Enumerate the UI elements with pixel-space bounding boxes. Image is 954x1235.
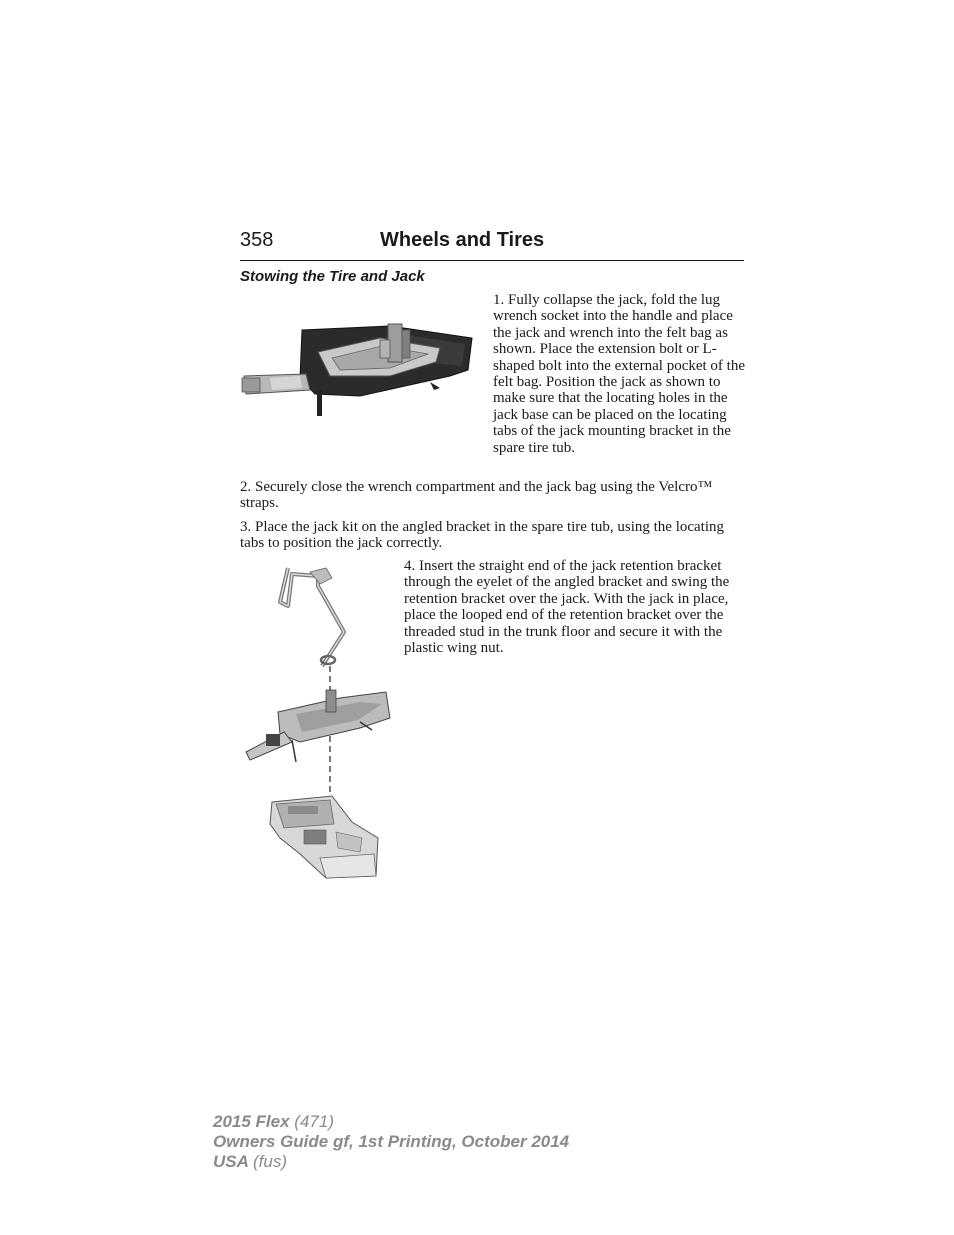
page-header [240, 229, 744, 261]
footer-model-line [213, 1112, 569, 1132]
footer-model: 2015 Flex [213, 1112, 290, 1131]
footer-guide: Owners Guide gf, 1st Printing, October 2014 [213, 1132, 570, 1151]
chapter-title: Wheels and Tires [380, 229, 545, 251]
page-number: 358 [240, 229, 274, 251]
step-1-text: 1. Fully collapse the jack, fold the lug wrench socket into the handle and place the jack and wrench into the felt bag as shown. Place the extension bolt or L-shaped bolt into the external pocket of the felt bag. Position the jack as shown to make sure that the locating holes in the jack base can be placed on the locating tabs of the jack mounting bracket in the spare tire tub. [493, 292, 746, 456]
step-3-text: 3. Place the jack kit on the angled bracket in the spare tire tub, using the locating tabs to position the jack correctly. [240, 519, 725, 552]
jack-retention-illustration [240, 562, 400, 882]
section-title: Stowing the Tire and Jack [240, 268, 425, 285]
step-4-text: 4. Insert the straight end of the jack retention bracket through the eyelet of the angled bracket and swing the retention bracket over the jack. With the jack in place, place the looped end of the retention bracket over the threaded stud in the trunk floor and secure it with the plastic wing nut. [404, 558, 730, 657]
footer-region: USA [213, 1152, 249, 1171]
page-footer [213, 1112, 569, 1172]
jack-in-bag-illustration [240, 318, 480, 420]
footer-region-line [213, 1152, 569, 1172]
footer-model-code: (471) [294, 1112, 334, 1131]
footer-region-code: (fus) [253, 1152, 287, 1171]
step-2-text: 2. Securely close the wrench compartment and the jack bag using the Velcro™ straps. [240, 479, 713, 512]
